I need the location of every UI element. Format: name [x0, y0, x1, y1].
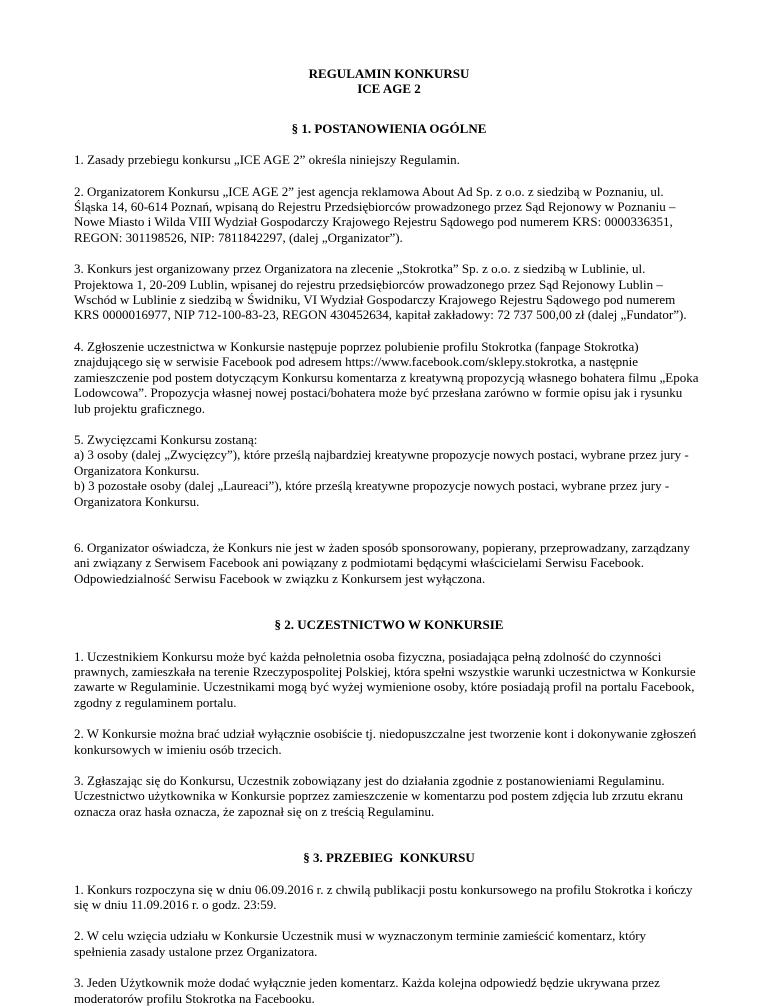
- title-line: ICE AGE 2: [357, 81, 421, 97]
- text-line: b) 3 pozostałe osoby (dalej „Laureaci”), które prześlą kreatywne propozycje nowych postaci, wybrane przez jury -: [74, 478, 670, 494]
- section-3: [74, 850, 704, 1006]
- paragraph: [74, 152, 704, 167]
- document-page: [74, 66, 704, 1006]
- text-line: moderatorów profilu Stokrotka na Facebooku.: [74, 990, 315, 1006]
- paragraph: [74, 540, 704, 586]
- text-line: 3. Jeden Użytkownik może dodać wyłącznie jeden komentarz. Każda kolejna odpowiedź będzie ukrywana przez: [74, 975, 660, 991]
- text-line: konkursowych w imieniu osób trzecich.: [74, 741, 282, 757]
- section-1: [74, 121, 704, 586]
- paragraph: [74, 773, 704, 819]
- text-line: a) 3 osoby (dalej „Zwycięzcy”), które prześlą najbardziej kreatywne propozycje nowych postaci, wybrane przez jury -: [74, 447, 689, 463]
- text-line: Uczestnictwo użytkownika w Konkursie poprzez zamieszczenie w komentarzu pod postem zdjęcia lub zrzutu ekranu: [74, 788, 683, 804]
- text-line: 3. Zgłaszając się do Konkursu, Uczestnik zobowiązany jest do działania zgodnie z postanowieniami Regulaminu.: [74, 773, 665, 788]
- text-line: REGON: 301198526, NIP: 7811842297, (dalej „Organizator”).: [74, 229, 403, 245]
- paragraph: [74, 726, 704, 757]
- paragraph: [74, 184, 704, 246]
- text-line: Lodowcowa”. Propozycja własnej nowej postaci/bohatera może być przesłana zarówno w formie opisu jak i rysunku: [74, 385, 683, 401]
- text-line: Śląska 14, 60-614 Poznań, wpisaną do Rejestru Przedsiębiorców prowadzonego przez Sąd Rejonowy w Poznaniu –: [74, 199, 676, 215]
- paragraph: [74, 261, 704, 323]
- text-line: zawarte w Regulaminie. Uczestnikami mogą być wyżej wymienione osoby, które posiadają profil na portalu Facebook,: [74, 679, 695, 695]
- document-title: [74, 66, 704, 97]
- text-line: 1. Konkurs rozpoczyna się w dniu 06.09.2016 r. z chwilą publikacji postu konkursowego na profilu Stokrotka i kończy: [74, 881, 693, 897]
- text-line: 3. Konkurs jest organizowany przez Organizatora na zlecenie „Stokrotka” Sp. z o.o. z siedzibą w Lublinie, ul.: [74, 261, 646, 277]
- paragraph: [74, 339, 704, 416]
- text-line: KRS 0000016977, NIP 712-100-83-23, REGON 430452634, kapitał zakładowy: 72 737 500,00 zł (dalej „Fundator”).: [74, 307, 687, 323]
- text-line: Nowe Miasto i Wilda VIII Wydział Gospodarczy Krajowego Rejestru Sądowego pod numerem KRS: 0000336351,: [74, 214, 673, 230]
- text-line: 6. Organizator oświadcza, że Konkurs nie jest w żaden sposób sponsorowany, popierany, przeprowadzany, zarządzany: [74, 539, 690, 555]
- text-line: 2. W Konkursie można brać udział wyłącznie osobiście tj. niedopuszczalne jest tworzenie kont i dokonywanie zgłoszeń: [74, 726, 697, 742]
- text-line: ani związany z Serwisem Facebook ani powiązany z podmiotami będącymi właścicielami Serwisu Facebook.: [74, 555, 645, 571]
- text-line: spełnienia zasady ustalone przez Organizatora.: [74, 943, 318, 959]
- text-line: zamieszczenie pod postem dotyczącym Konkursu komentarza z kreatywną propozycją własnego bohatera filmu „Epoka: [74, 369, 699, 385]
- paragraph: [74, 928, 704, 959]
- section-heading: § 2. UCZESTNICTWO W KONKURSIE: [274, 617, 504, 633]
- text-line: Odpowiedzialność Serwisu Facebook w związku z Konkursem jest wyłączona.: [74, 570, 486, 586]
- text-line: znajdującego się w serwisie Facebook pod adresem https://www.facebook.com/sklepy.stokrotka, a następnie: [74, 354, 639, 370]
- text-line: oznacza oraz hasła oznacza, że zapoznał się on z treścią Regulaminu.: [74, 803, 435, 819]
- text-line: prawnych, zamieszkała na terenie Rzeczypospolitej Polskiej, która spełni wszystkie warunki uczestnictwa w Konkursie: [74, 663, 696, 679]
- text-line: zgodny z regulaminem portalu.: [74, 694, 237, 710]
- text-line: 1. Zasady przebiegu konkursu „ICE AGE 2” określa niniejszy Regulamin.: [74, 152, 460, 168]
- text-line: 4. Zgłoszenie uczestnictwa w Konkursie następuje poprzez polubienie profilu Stokrotka (fanpage Stokrotka): [74, 338, 639, 354]
- text-line: się w dniu 11.09.2016 r. o godz. 23:59.: [74, 897, 277, 913]
- section-2: [74, 617, 704, 819]
- section-heading: § 3. PRZEBIEG KONKURSU: [303, 850, 475, 866]
- text-line: Organizatora Konkursu.: [74, 462, 200, 478]
- text-line: 5. Zwycięzcami Konkursu zostaną:: [74, 431, 258, 447]
- text-line: Projektowa 1, 20-209 Lublin, wpisanej do rejestru przedsiębiorców prowadzonego przez Sąd Rejonowy Lublin –: [74, 276, 663, 292]
- title-line: REGULAMIN KONKURSU: [308, 66, 470, 81]
- text-line: 2. Organizatorem Konkursu „ICE AGE 2” jest agencja reklamowa About Ad Sp. z o.o. z siedzibą w Poznaniu, ul.: [74, 183, 664, 199]
- paragraph: [74, 649, 704, 711]
- text-line: 1. Uczestnikiem Konkursu może być każda pełnoletnia osoba fizyczna, posiadająca pełną zdolność do czynności: [74, 648, 662, 664]
- text-line: 2. W celu wzięcia udziału w Konkursie Uczestnik musi w wyznaczonym terminie zamieścić komentarz, który: [74, 928, 647, 944]
- paragraph: [74, 432, 704, 509]
- text-line: lub projektu graficznego.: [74, 400, 206, 416]
- paragraph: [74, 975, 704, 1006]
- section-heading: § 1. POSTANOWIENIA OGÓLNE: [291, 120, 487, 136]
- text-line: Organizatora Konkursu.: [74, 493, 200, 509]
- text-line: Wschód w Lublinie z siedzibą w Świdniku, VI Wydział Gospodarczy Krajowego Rejestru Sądowego pod numerem: [74, 292, 676, 308]
- paragraph: [74, 882, 704, 913]
